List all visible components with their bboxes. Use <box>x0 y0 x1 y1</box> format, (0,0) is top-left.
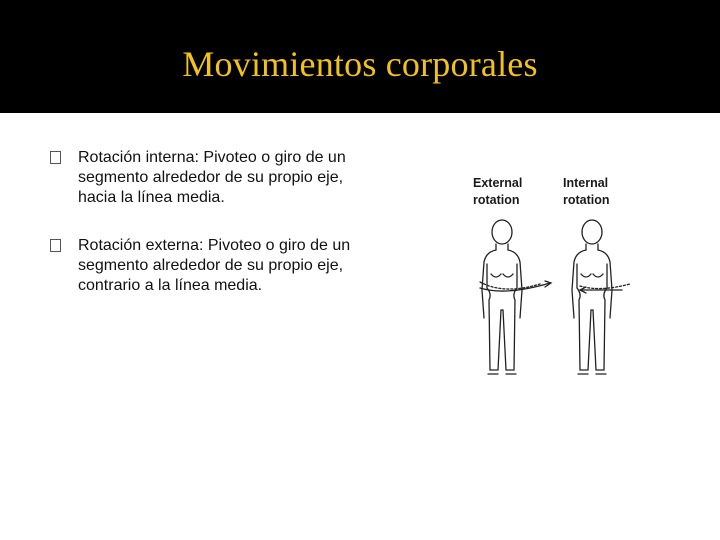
bullet-list <box>50 148 360 324</box>
bullet-icon <box>50 151 61 164</box>
slide-title: Movimientos corporales <box>182 43 538 84</box>
bullet-icon <box>50 239 61 252</box>
internal-label-line1: Internal <box>563 176 609 190</box>
title-bar <box>0 0 720 113</box>
internal-rotation-body <box>572 220 630 374</box>
external-label-line2: rotation <box>473 193 520 207</box>
bullet-text: Rotación interna: Pivoteo o giro de un segmento alrededor de su propio eje, hacia la línea media. <box>78 149 346 206</box>
bullet-item <box>50 236 360 296</box>
bullet-text: Rotación externa: Pivoteo o giro de un segmento alrededor de su propio eje, contrario a la línea media. <box>78 237 351 294</box>
internal-label-line2: rotation <box>563 193 610 207</box>
bullet-item <box>50 148 360 208</box>
rotation-figure <box>470 170 630 385</box>
external-rotation-body <box>480 220 551 374</box>
external-label-line1: External <box>473 176 523 190</box>
body-figures-illustration <box>470 170 630 385</box>
